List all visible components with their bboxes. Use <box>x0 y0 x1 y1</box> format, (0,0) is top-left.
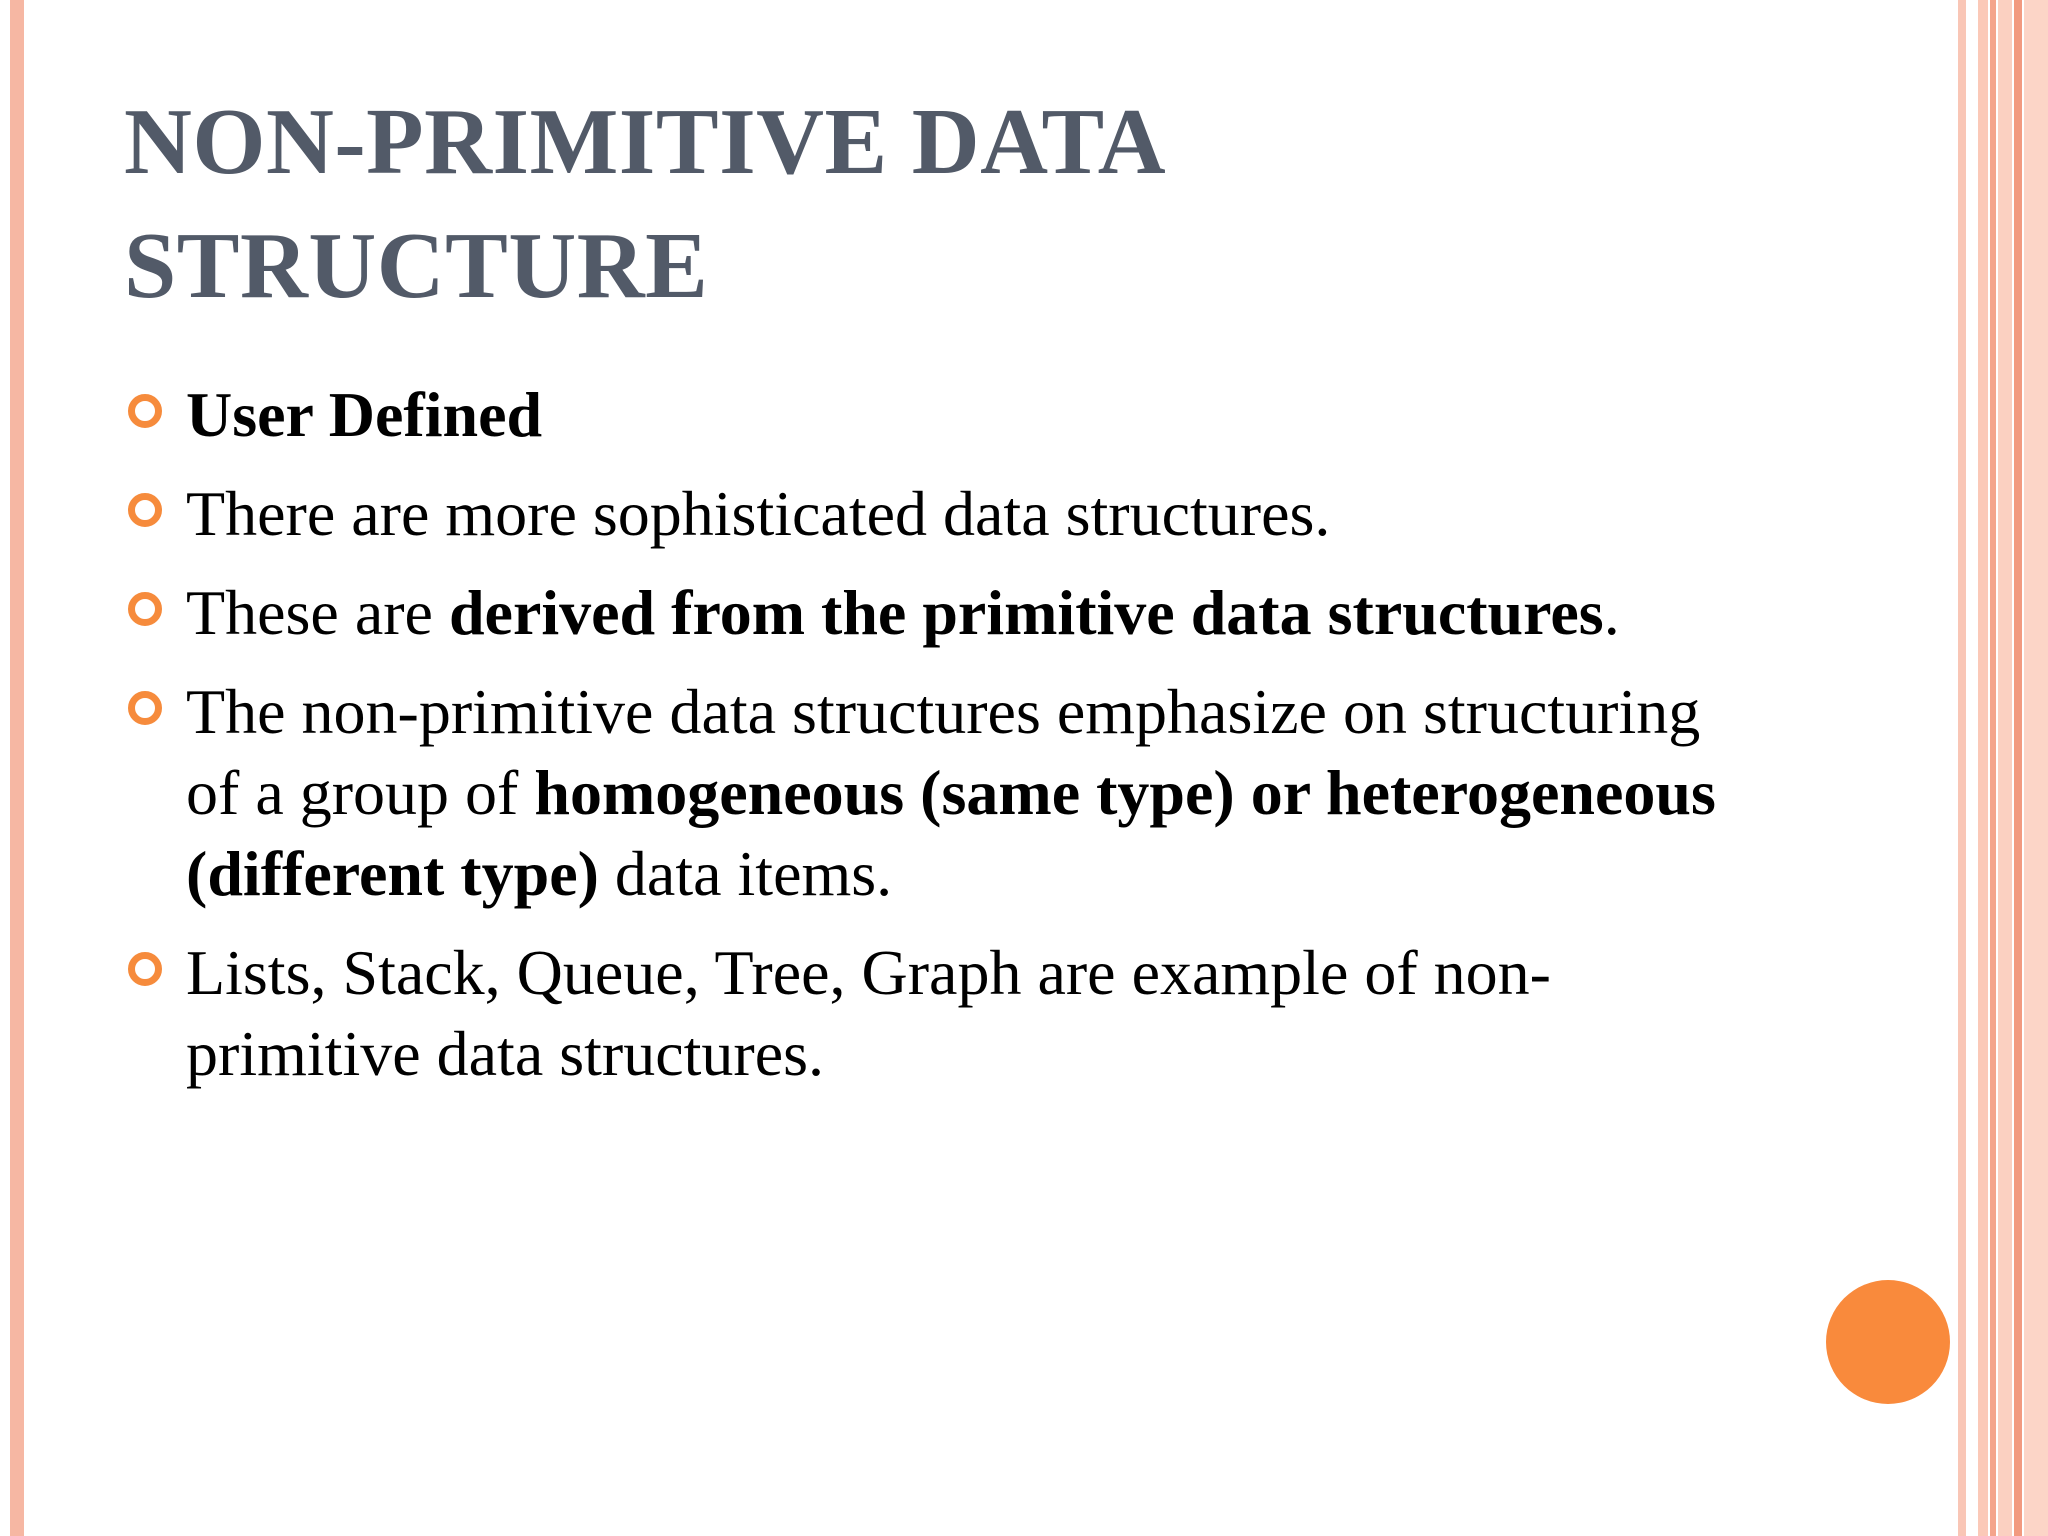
bullet-text-bold: homogeneous (same type) or heterogeneous (different type) <box>186 757 1716 909</box>
right-decor-stripe <box>2024 0 2048 1536</box>
bullet-text: The non-primitive data structures emphasize on structuring of a group of <box>186 676 1701 828</box>
right-decor-stripe <box>1998 0 2012 1536</box>
bullet-text-bold: derived from the primitive data structures <box>448 577 1604 648</box>
right-decor-stripe <box>1990 0 1996 1536</box>
bullet-text: There are more sophisticated data structures. <box>186 478 1331 549</box>
bullet-text: . <box>1603 577 1620 648</box>
slide-title <box>124 80 1624 328</box>
bullet-list <box>124 374 1764 1112</box>
bullet-text: These are <box>186 577 449 648</box>
bullet-text-bold: User Defined <box>186 379 543 450</box>
bullet-item <box>124 374 1764 455</box>
orange-circle-decoration <box>1826 1280 1950 1404</box>
circle-bullet-icon <box>128 691 162 725</box>
right-decor-stripe <box>2014 0 2022 1536</box>
bullet-item <box>124 473 1764 554</box>
right-decor-stripe <box>1958 0 1966 1536</box>
right-decor-stripe <box>1978 0 1988 1536</box>
bullet-item <box>124 671 1764 914</box>
slide-title-line-2: STRUCTURE <box>124 214 709 318</box>
bullet-item <box>124 932 1764 1094</box>
bullet-text: Lists, Stack, Queue, Tree, Graph are example of non-primitive data structures. <box>186 937 1551 1089</box>
circle-bullet-icon <box>128 952 162 986</box>
circle-bullet-icon <box>128 493 162 527</box>
bullet-item <box>124 572 1764 653</box>
circle-bullet-icon <box>128 394 162 428</box>
slide-title-line-1: NON-PRIMITIVE DATA <box>124 90 1167 194</box>
bullet-text: data items. <box>598 838 893 909</box>
right-decor-stripe <box>1968 0 1974 1536</box>
left-accent-stripe <box>10 0 24 1536</box>
circle-bullet-icon <box>128 592 162 626</box>
